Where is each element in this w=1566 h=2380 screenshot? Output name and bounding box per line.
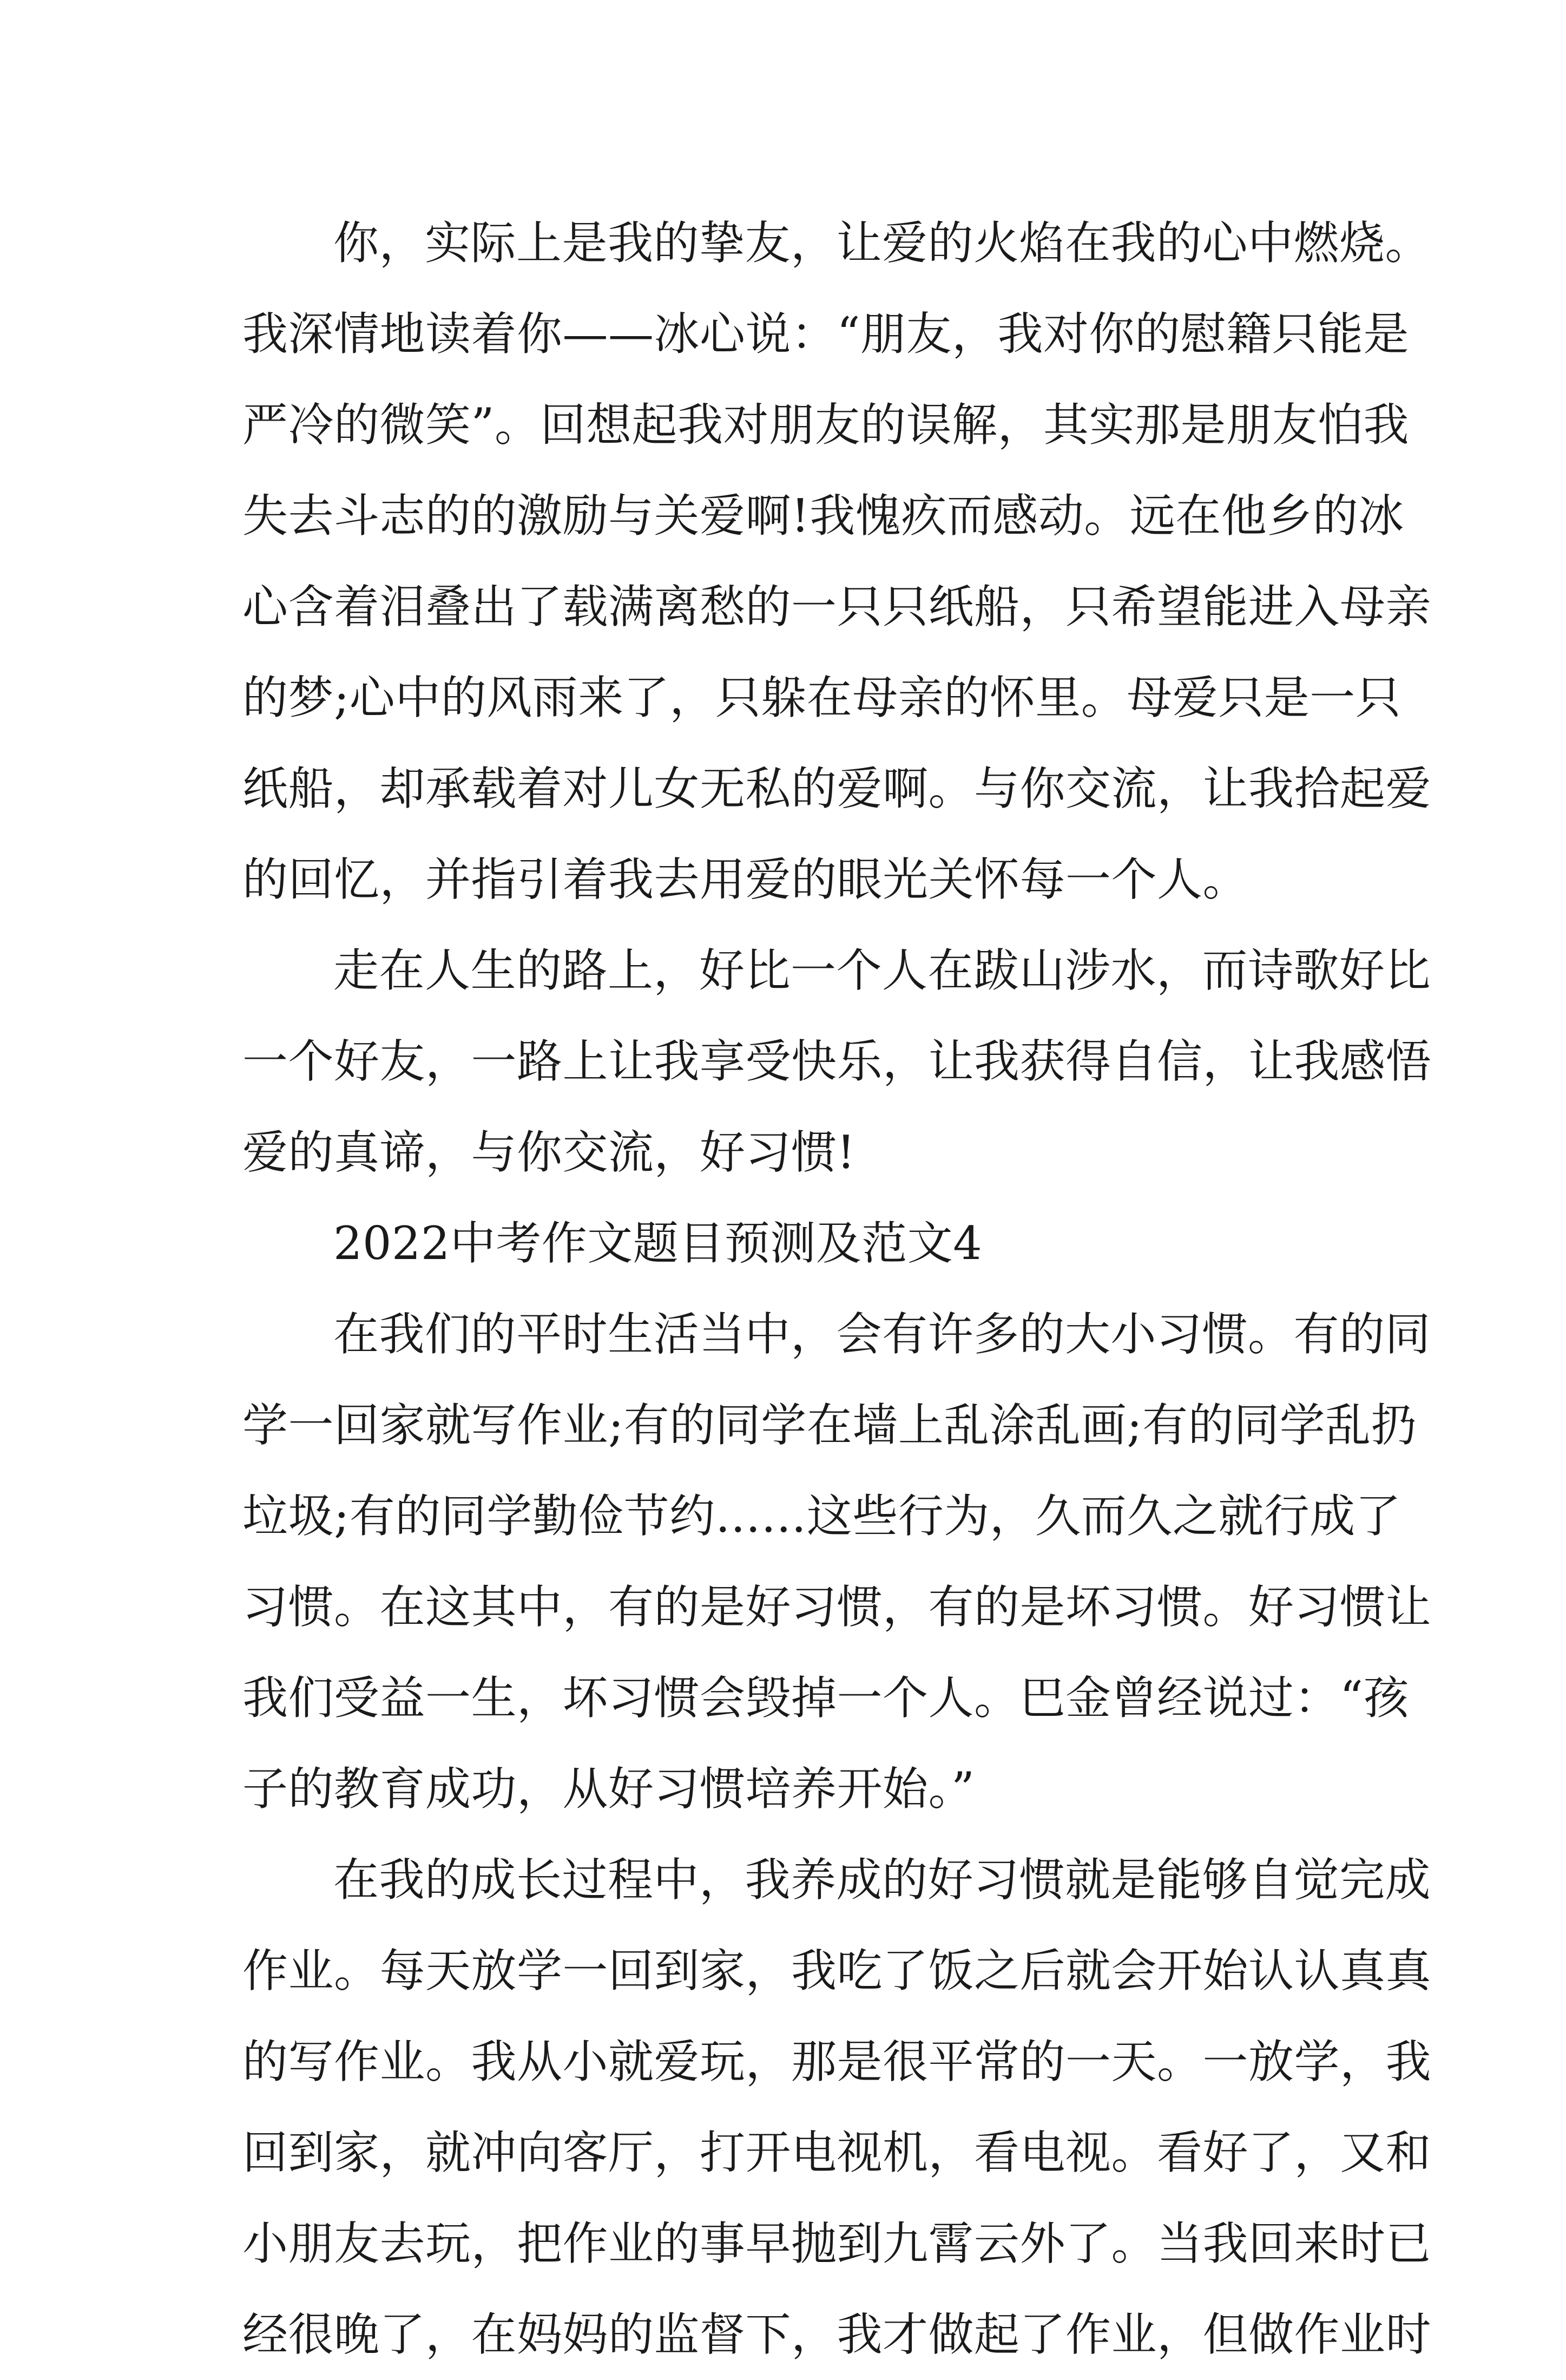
text-line: 子的教育成功，从好习惯培养开始。” xyxy=(242,1762,975,1815)
text-line: 的梦;心中的风雨来了，只躲在母亲的怀里。母爱只是一只 xyxy=(242,671,1401,724)
text-line: 你，实际上是我的挚友，让爱的火焰在我的心中燃烧。 xyxy=(333,217,1431,270)
text-line: 失去斗志的的激励与关爱啊!我愧疚而感动。远在他乡的冰 xyxy=(242,489,1404,542)
text-line: 在我们的平时生活当中，会有许多的大小习惯。有的同 xyxy=(333,1308,1431,1361)
text-line: 的回忆，并指引着我去用爱的眼光关怀每一个人。 xyxy=(242,853,1249,906)
text-line: 心含着泪叠出了载满离愁的一只只纸船，只希望能进入母亲 xyxy=(242,580,1432,633)
text-line: 回到家，就冲向客厅，打开电视机，看电视。看好了，又和 xyxy=(242,2126,1432,2179)
body-text xyxy=(242,198,1432,2380)
text-line: 我们受益一生，坏习惯会毁掉一个人。巴金曾经说过：“孩 xyxy=(242,1671,1409,1725)
text-line: 纸船，却承载着对儿女无私的爱啊。与你交流，让我拾起爱 xyxy=(242,762,1432,815)
text-line: 小朋友去玩，把作业的事早抛到九霄云外了。当我回来时已 xyxy=(242,2217,1432,2270)
text-line: 我深情地读着你——冰心说：“朋友，我对你的慰籍只能是 xyxy=(242,307,1409,360)
text-line: 垃圾;有的同学勤俭节约……这些行为，久而久之就行成了 xyxy=(242,1490,1401,1543)
text-line: 一个好友，一路上让我享受快乐，让我获得自信，让我感悟 xyxy=(242,1035,1432,1088)
text-line: 爱的真谛，与你交流，好习惯! xyxy=(242,1126,856,1179)
text-line: 经很晚了，在妈妈的监督下，我才做起了作业，但做作业时 xyxy=(242,2308,1432,2361)
text-line: 习惯。在这其中，有的是好习惯，有的是坏习惯。好习惯让 xyxy=(242,1581,1432,1634)
text-line: 在我的成长过程中，我养成的好习惯就是能够自觉完成 xyxy=(333,1853,1431,1906)
text-line: 作业。每天放学一回到家，我吃了饭之后就会开始认认真真 xyxy=(242,1944,1432,1997)
text-line: 学一回家就写作业;有的同学在墙上乱涂乱画;有的同学乱扔 xyxy=(242,1399,1417,1452)
text-line: 的写作业。我从小就爱玩，那是很平常的一天。一放学，我 xyxy=(242,2035,1432,2088)
text-line: 严冷的微笑”。回想起我对朋友的误解，其实那是朋友怕我 xyxy=(242,398,1409,451)
text-line: 走在人生的路上，好比一个人在跋山涉水，而诗歌好比 xyxy=(333,944,1431,997)
text-line: 2022中考作文题目预测及范文4 xyxy=(333,1217,983,1270)
